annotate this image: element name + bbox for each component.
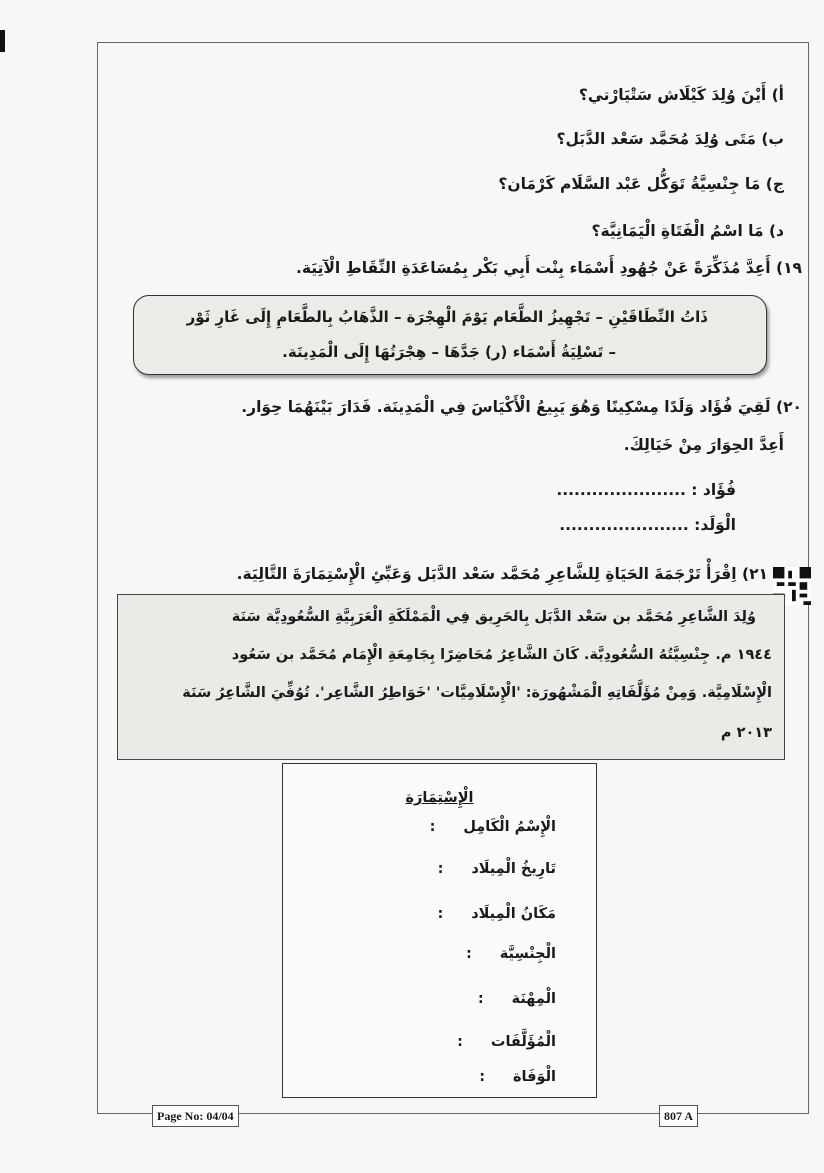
form-field-birthplace: مَكَانُ الْمِيلَاد [471,906,556,922]
form-colon: : [477,991,484,1007]
passage-line: ٢٠١٣ م [720,725,772,741]
question-20: ٢٠) لَقِيَ فُؤَاد وَلَدًا مِسْكِينًا وَهُوَ يَبِيعُ الْأَكْيَاسَ فِي الْمَدِينَة. فَدَارَ بَيْنَهُمَا حِوَار. [241,398,802,416]
form-row-fullname [430,819,556,835]
form-field-profession: الْمِهْنَة [511,991,556,1007]
info-form [282,763,597,1098]
scan-mark [0,30,5,52]
form-field-fullname: الْإِسْمُ الْكَامِل [463,819,556,835]
form-field-nationality: الْجِنْسِيَّة [499,946,556,962]
hint-line: – تَسْلِيَةُ أَسْمَاء (ر) جَدَّهَا – هِجْرَتُهَا إِلَى الْمَدِينَة. [282,343,616,361]
form-row-birthplace [438,906,556,922]
question-b: ب) مَتَى وُلِدَ مُحَمَّد سَعْد الدَّبَل؟ [556,130,784,148]
form-colon: : [479,1069,485,1085]
form-colon: : [437,861,444,877]
biography-passage [117,594,785,760]
dialogue-instruction: أَعِدَّ الحِوَارَ مِنْ خَيَالِكَ. [623,436,784,454]
question-a: أ) أَيْنَ وُلِدَ كَيْلَاش سَتْيَارْتي؟ [578,86,784,104]
hints-box [133,295,767,375]
form-colon: : [437,906,444,922]
passage-line: ١٩٤٤ م. جِنْسِيَّتُهُ السُّعُودِيَّة. كَانَ الشَّاعِرُ مُحَاضِرًا بِجَامِعَةِ الْإِمَام مُحَمَّد بن سَعُود [231,647,772,663]
question-21: ٢١) اِقْرَأْ تَرْجَمَةَ الحَيَاةِ لِلشَّاعِرِ مُحَمَّد سَعْد الدَّبَل وَعَبِّئِ الْإِسْتِمَارَةَ التَّالِيَة. [236,565,768,583]
form-colon: : [429,819,436,835]
question-c: ج) مَا جِنْسِيَّةُ تَوَكُّل عَبْد السَّلَام كَرْمَان؟ [498,175,784,193]
form-row-death [479,1069,556,1085]
hint-line: ذَاتُ النِّطَاقَيْنِ – تَجْهِيزُ الطَّعَام يَوْمَ الْهِجْرَة – الذَّهَابُ بِالطَّعَامِ إِلَى غَارِ ثَوْر [186,308,708,326]
form-row-works [457,1034,556,1050]
form-title: الْإِسْتِمَارَة [405,790,474,806]
passage-line: وُلِدَ الشَّاعِرِ مُحَمَّد بن سَعْد الدَّبَل بِالحَرِيق فِي الْمَمْلَكَةِ الْعَرَبِيَّةِ السُّعُودِيَّة سَنَة [231,609,756,625]
exam-code: 807 A [659,1105,698,1127]
form-colon: : [466,946,472,962]
question-d: د) مَا اسْمُ الْفَتَاةِ الْيَمَانِيَّة؟ [591,222,784,240]
question-19: ١٩) أَعِدَّ مُذَكِّرَةً عَنْ جُهُودِ أَسْمَاء بِنْت أَبِي بَكْر بِمُسَاعَدَةِ النِّقَاطِ الْآتِيَة. [295,259,802,277]
form-row-birthdate [438,861,556,877]
form-field-birthdate: تَارِيخُ الْمِيلَاد [471,861,556,877]
form-colon: : [457,1034,463,1050]
form-field-works: الْمُؤَلَّفَات [490,1034,556,1050]
page-number: Page No: 04/04 [152,1105,239,1127]
form-field-death: الْوَفَاة [512,1069,556,1085]
dialogue-boy-line: الْوَلَد: ...................... [559,516,736,534]
dialogue-fouad-line: فُؤَاد : ...................... [556,481,736,499]
form-row-profession [478,991,556,1007]
passage-line: الْإِسْلَامِيَّة. وَمِنْ مُؤَلَّفَاتِهِ الْمَشْهُورَة: 'الْإِسْلَامِيَّات' 'خَوَاطِرُ الشَّاعِر'. تُوُفِّيَ الشَّاعِرُ سَنَة [182,685,772,701]
form-row-nationality [466,946,556,962]
